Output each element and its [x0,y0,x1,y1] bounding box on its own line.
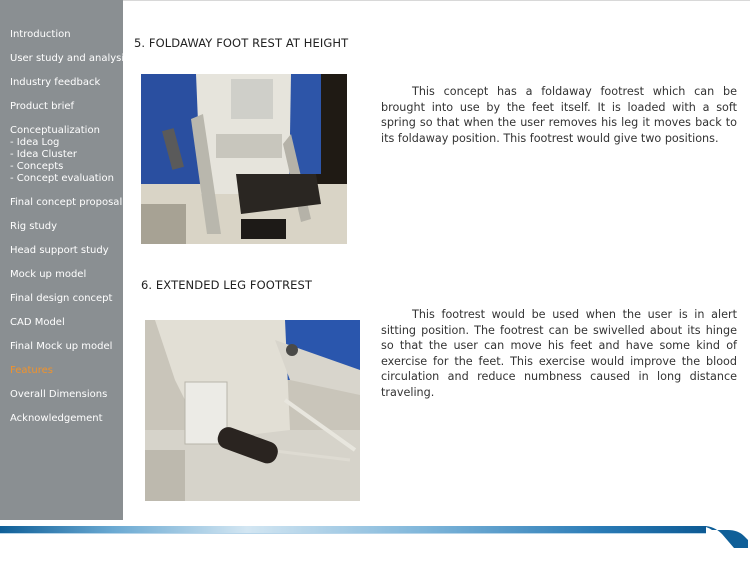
nav-product-brief[interactable]: Product brief [10,101,75,112]
nav-industry-feedback[interactable]: Industry feedback [10,77,101,88]
nav-final-design-concept[interactable]: Final design concept [10,293,113,304]
sidebar-nav [0,0,130,563]
nav-idea-log[interactable]: - Idea Log [10,137,60,148]
nav-introduction[interactable]: Introduction [10,29,71,40]
nav-final-mock-up-model[interactable]: Final Mock up model [10,341,113,352]
nav-cad-model[interactable]: CAD Model [10,317,65,328]
nav-overall-dimensions[interactable]: Overall Dimensions [10,389,108,400]
nav-concept-evaluation[interactable]: - Concept evaluation [10,173,114,184]
nav-user-study[interactable]: User study and analysis [10,53,130,64]
nav-concepts[interactable]: - Concepts [10,161,64,172]
top-divider [123,0,750,1]
foldaway-footrest-photo [141,74,347,244]
section-6-description: This footrest would be used when the user is in alert sitting position. The footrest can be swivelled about its hinge so that the user can move his feet and have some kind of exercise for the feet. This exercise would improve the blood circulation and reduce numbness caused in long distance traveling. [381,308,737,399]
nav-mock-up-model[interactable]: Mock up model [10,269,87,280]
nav-final-concept-proposal[interactable]: Final concept proposal [10,197,123,208]
nav-conceptualization[interactable]: Conceptualization [10,125,100,136]
nav-head-support-study[interactable]: Head support study [10,245,109,256]
nav-features[interactable]: Features [10,365,53,376]
nav-acknowledgement[interactable]: Acknowledgement [10,413,103,424]
section-5-heading: 5. FOLDAWAY FOOT REST AT HEIGHT [134,36,349,50]
nav-rig-study[interactable]: Rig study [10,221,57,232]
footer-wave-band [0,520,750,563]
section-5-description: This concept has a foldaway footrest which can be brought into use by the feet itself. It is loaded with a soft spring so that when the user removes his leg it moves back to its foldaway position. This footrest would give two positions. [381,85,737,145]
section-6-heading: 6. EXTENDED LEG FOOTREST [141,278,313,292]
extended-leg-footrest-photo [145,320,360,501]
nav-idea-cluster[interactable]: - Idea Cluster [10,149,78,160]
